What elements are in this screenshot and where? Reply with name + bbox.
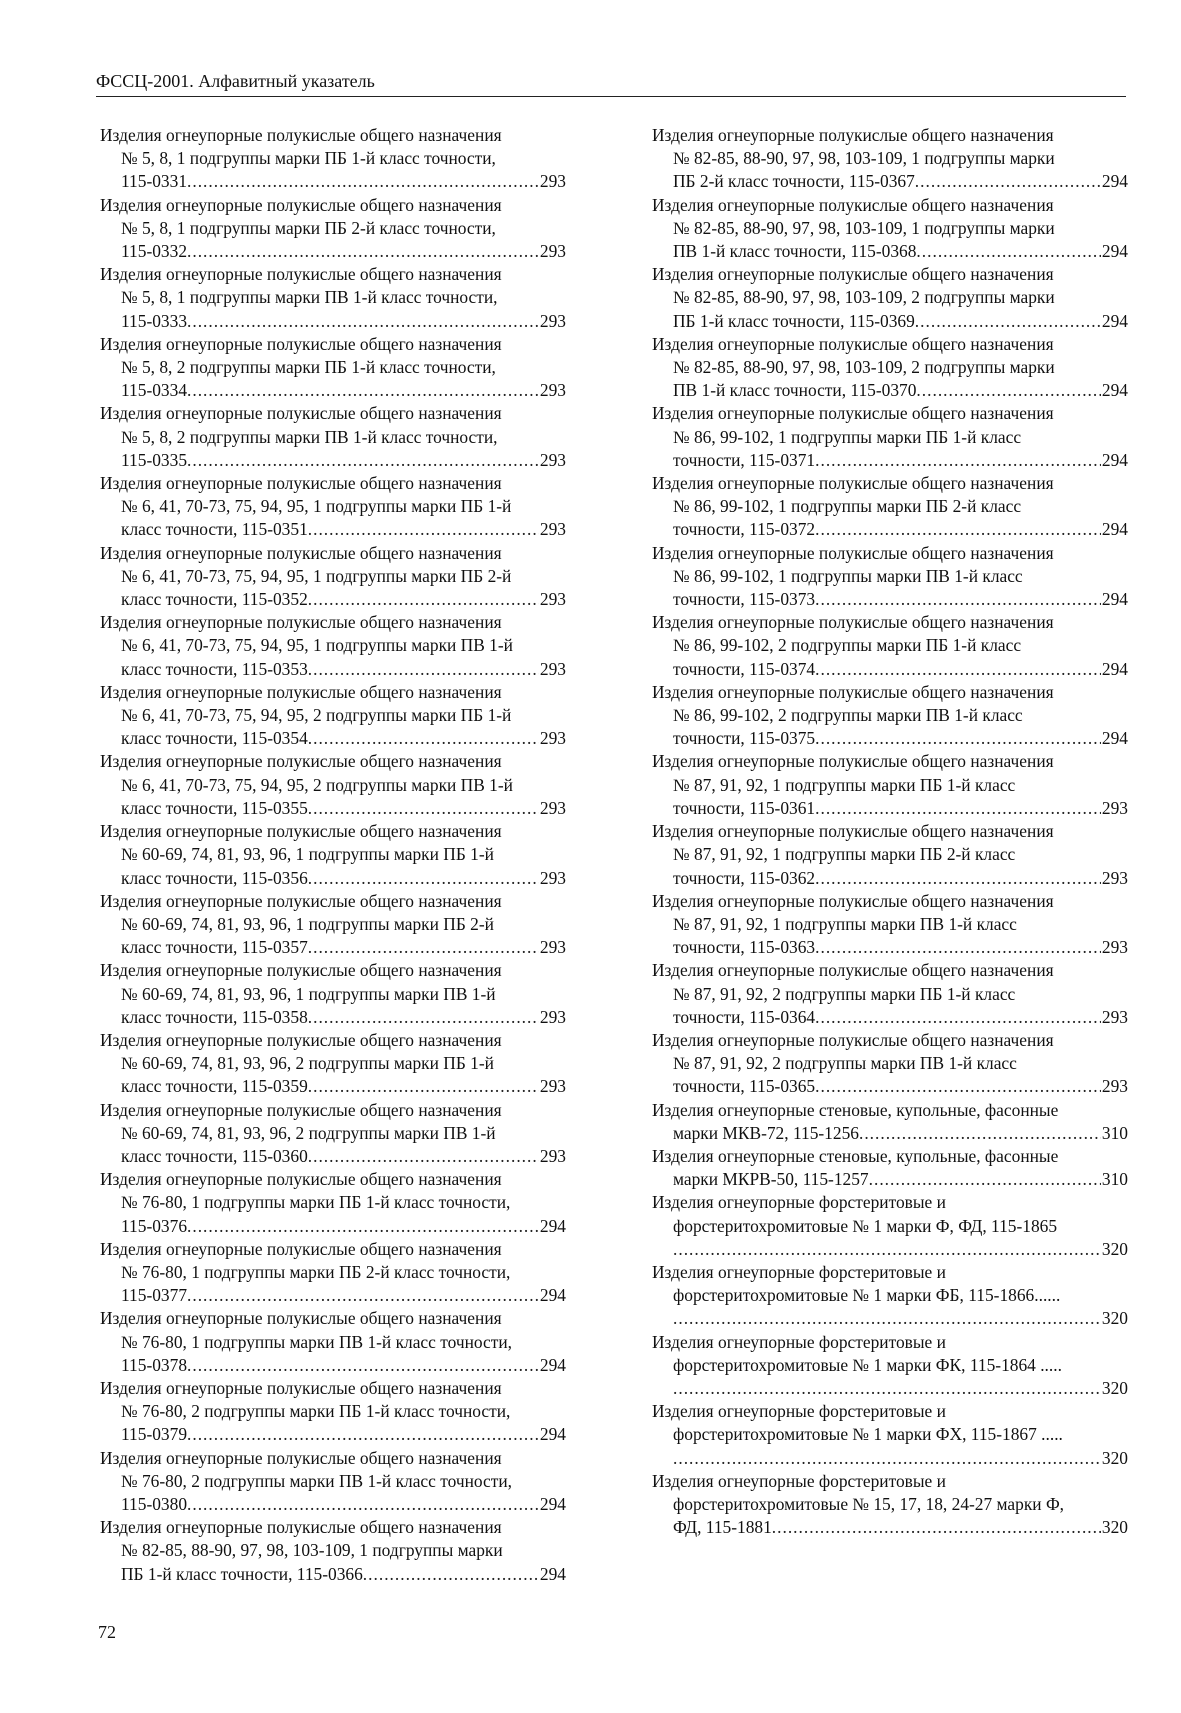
entry-leader-line [652, 1377, 1128, 1400]
entry-last-text: 115-0376 [121, 1215, 188, 1236]
entry-leader-line [100, 1145, 566, 1168]
entry-text-line: Изделия огнеупорные полукислые общего назначения [100, 1517, 502, 1538]
index-entry [100, 472, 566, 542]
entry-leader-line [100, 1284, 566, 1307]
entry-page-ref: 320 [1101, 1308, 1128, 1329]
dot-leader [308, 1145, 539, 1168]
entry-leader-line [100, 449, 566, 472]
entry-last-text: класс точности, 115-0356 [121, 867, 308, 888]
entry-last-text: 115-0335 [121, 449, 188, 470]
entry-text-line: форстеритохромитовые № 1 марки ФХ, 115-1867 ..... [673, 1424, 1063, 1445]
entry-text-line: Изделия огнеупорные полукислые общего назначения [652, 473, 1054, 494]
entry-last-text: точности, 115-0374 [673, 658, 816, 679]
entry-last-text: класс точности, 115-0360 [121, 1145, 308, 1166]
index-entry [652, 542, 1128, 612]
index-entry [652, 1331, 1128, 1401]
index-entry [652, 1145, 1128, 1191]
entry-page-ref: 293 [539, 1076, 566, 1097]
entry-page-ref: 293 [539, 449, 566, 470]
entry-leader-line [652, 379, 1128, 402]
index-entry [100, 1516, 566, 1586]
entry-last-text: 115-0378 [121, 1354, 188, 1375]
dot-leader [187, 379, 539, 402]
dot-leader [308, 588, 539, 611]
dot-leader [815, 1006, 1101, 1029]
index-entry [100, 402, 566, 472]
entry-text-line: Изделия огнеупорные полукислые общего назначения [100, 473, 502, 494]
entry-text-line: Изделия огнеупорные полукислые общего назначения [100, 125, 502, 145]
entry-page-ref: 293 [1101, 867, 1128, 888]
entry-page-ref: 293 [539, 380, 566, 401]
entry-text-line: № 76-80, 1 подгруппы марки ПБ 2-й класс точности, [121, 1261, 511, 1282]
entry-page-ref: 293 [539, 658, 566, 679]
index-entry [100, 1099, 566, 1169]
dot-leader [187, 310, 539, 333]
entry-text-line: № 86, 99-102, 1 подгруппы марки ПБ 1-й класс [673, 426, 1022, 447]
entry-leader-line [652, 1307, 1128, 1330]
index-column-left [100, 124, 566, 1586]
dot-leader [187, 1215, 539, 1238]
entry-text-line: № 6, 41, 70-73, 75, 94, 95, 1 подгруппы марки ПВ 1-й [121, 635, 513, 656]
index-entry [100, 1447, 566, 1517]
entry-text-line: № 76-80, 2 подгруппы марки ПВ 1-й класс точности, [121, 1470, 512, 1491]
dot-leader [869, 1168, 1101, 1191]
entry-text-line: Изделия огнеупорные полукислые общего назначения [652, 751, 1054, 772]
dot-leader [673, 1377, 1101, 1400]
index-entry [652, 472, 1128, 542]
entry-leader-line [652, 170, 1128, 193]
entry-leader-line [100, 1354, 566, 1377]
index-entry [100, 681, 566, 751]
dot-leader [815, 658, 1101, 681]
entry-text-line: Изделия огнеупорные стеновые, купольные, фасонные [652, 1099, 1059, 1120]
entry-text-line: Изделия огнеупорные полукислые общего назначения [652, 960, 1054, 981]
entry-last-text: точности, 115-0364 [673, 1006, 816, 1027]
entry-text-line: форстеритохромитовые № 1 марки ФК, 115-1864 ..... [673, 1354, 1062, 1375]
entry-leader-line [100, 867, 566, 890]
entry-page-ref: 320 [1101, 1377, 1128, 1398]
entry-text-line: № 86, 99-102, 2 подгруппы марки ПВ 1-й класс [673, 705, 1023, 726]
entry-text-line: Изделия огнеупорные полукислые общего назначения [100, 1377, 502, 1398]
dot-leader [915, 310, 1101, 333]
entry-last-text: ПБ 1-й класс точности, 115-0366 [121, 1563, 363, 1584]
entry-last-text: 115-0334 [121, 380, 188, 401]
index-entry [100, 611, 566, 681]
entry-text-line: № 82-85, 88-90, 97, 98, 103-109, 1 подгруппы марки [673, 148, 1055, 169]
index-entry [100, 1307, 566, 1377]
entry-last-text: класс точности, 115-0358 [121, 1006, 308, 1027]
entry-last-text: 115-0380 [121, 1493, 188, 1514]
entry-last-text: точности, 115-0375 [673, 728, 816, 749]
entry-page-ref: 293 [539, 728, 566, 749]
entry-page-ref: 310 [1101, 1122, 1128, 1143]
entry-page-ref: 320 [1101, 1517, 1128, 1538]
entry-page-ref: 294 [1101, 449, 1128, 470]
index-entry [652, 1261, 1128, 1331]
entry-text-line: Изделия огнеупорные форстеритовые и [652, 1192, 946, 1213]
dot-leader [815, 867, 1101, 890]
dot-leader [308, 867, 539, 890]
entry-text-line: № 6, 41, 70-73, 75, 94, 95, 1 подгруппы марки ПБ 2-й [121, 565, 512, 586]
entry-leader-line [652, 727, 1128, 750]
entry-text-line: № 5, 8, 2 подгруппы марки ПВ 1-й класс точности, [121, 426, 498, 447]
entry-last-text: 115-0333 [121, 310, 188, 331]
entry-last-text: точности, 115-0365 [673, 1076, 816, 1097]
dot-leader [916, 240, 1100, 263]
entry-page-ref: 294 [1101, 171, 1128, 192]
entry-text-line: Изделия огнеупорные форстеритовые и [652, 1470, 946, 1491]
entry-leader-line [652, 1168, 1128, 1191]
index-entry [652, 1470, 1128, 1540]
entry-text-line: № 6, 41, 70-73, 75, 94, 95, 1 подгруппы марки ПБ 1-й [121, 496, 512, 517]
index-entry [652, 890, 1128, 960]
entry-last-text: класс точности, 115-0359 [121, 1076, 308, 1097]
index-entry [100, 750, 566, 820]
entry-text-line: Изделия огнеупорные полукислые общего назначения [100, 1238, 502, 1259]
entry-page-ref: 294 [1101, 728, 1128, 749]
entry-leader-line [100, 936, 566, 959]
entry-last-text: ПБ 2-й класс точности, 115-0367 [673, 171, 915, 192]
entry-page-ref: 293 [539, 797, 566, 818]
entry-text-line: Изделия огнеупорные полукислые общего назначения [100, 890, 502, 911]
entry-text-line: Изделия огнеупорные полукислые общего назначения [100, 1308, 502, 1329]
entry-leader-line [652, 867, 1128, 890]
entry-page-ref: 294 [539, 1285, 566, 1306]
entry-last-text: точности, 115-0361 [673, 797, 816, 818]
entry-text-line: № 87, 91, 92, 2 подгруппы марки ПВ 1-й класс [673, 1053, 1017, 1074]
entry-text-line: № 60-69, 74, 81, 93, 96, 1 подгруппы марки ПБ 2-й [121, 913, 494, 934]
index-entry [652, 194, 1128, 264]
index-entry [100, 959, 566, 1029]
entry-last-text: класс точности, 115-0357 [121, 937, 308, 958]
index-entry [100, 194, 566, 264]
entry-text-line: № 87, 91, 92, 1 подгруппы марки ПБ 1-й класс [673, 774, 1016, 795]
entry-text-line: Изделия огнеупорные форстеритовые и [652, 1401, 946, 1422]
dot-leader [308, 658, 539, 681]
entry-text-line: № 82-85, 88-90, 97, 98, 103-109, 1 подгруппы марки [121, 1540, 503, 1561]
entry-page-ref: 293 [539, 937, 566, 958]
dot-leader [772, 1516, 1101, 1539]
entry-leader-line [652, 797, 1128, 820]
entry-text-line: Изделия огнеупорные полукислые общего назначения [652, 890, 1054, 911]
entry-text-line: Изделия огнеупорные полукислые общего назначения [652, 612, 1054, 633]
entry-text-line: № 5, 8, 1 подгруппы марки ПВ 1-й класс точности, [121, 287, 498, 308]
entry-text-line: № 82-85, 88-90, 97, 98, 103-109, 2 подгруппы марки [673, 357, 1055, 378]
entry-text-line: Изделия огнеупорные полукислые общего назначения [100, 333, 502, 354]
dot-leader [815, 1075, 1101, 1098]
dot-leader [815, 727, 1101, 750]
entry-page-ref: 320 [1101, 1238, 1128, 1259]
entry-text-line: № 86, 99-102, 1 подгруппы марки ПБ 2-й класс [673, 496, 1022, 517]
index-entry [652, 402, 1128, 472]
entry-text-line: № 86, 99-102, 2 подгруппы марки ПБ 1-й класс [673, 635, 1022, 656]
entry-page-ref: 294 [1101, 380, 1128, 401]
entry-leader-line [652, 1238, 1128, 1261]
entry-leader-line [652, 240, 1128, 263]
entry-leader-line [652, 936, 1128, 959]
entry-leader-line [100, 518, 566, 541]
entry-text-line: № 60-69, 74, 81, 93, 96, 1 подгруппы марки ПБ 1-й [121, 844, 494, 865]
dot-leader [308, 936, 539, 959]
index-entry [652, 611, 1128, 681]
index-entry [652, 959, 1128, 1029]
entry-leader-line [100, 1423, 566, 1446]
entry-text-line: Изделия огнеупорные полукислые общего назначения [652, 333, 1054, 354]
entry-text-line: Изделия огнеупорные полукислые общего назначения [100, 681, 502, 702]
entry-text-line: Изделия огнеупорные полукислые общего назначения [652, 542, 1054, 563]
entry-leader-line [100, 1563, 566, 1586]
entry-text-line: № 76-80, 1 подгруппы марки ПБ 1-й класс точности, [121, 1192, 511, 1213]
entry-page-ref: 294 [539, 1493, 566, 1514]
entry-text-line: Изделия огнеупорные полукислые общего назначения [100, 1169, 502, 1190]
dot-leader [187, 1284, 539, 1307]
entry-last-text: 115-0377 [121, 1285, 188, 1306]
dot-leader [915, 170, 1101, 193]
entry-text-line: форстеритохромитовые № 1 марки ФБ, 115-1866...... [673, 1285, 1061, 1306]
entry-page-ref: 294 [1101, 589, 1128, 610]
entry-leader-line [100, 658, 566, 681]
entry-text-line: Изделия огнеупорные стеновые, купольные, фасонные [652, 1145, 1059, 1166]
entry-page-ref: 293 [539, 589, 566, 610]
index-entry [652, 1400, 1128, 1470]
entry-text-line: № 60-69, 74, 81, 93, 96, 2 подгруппы марки ПБ 1-й [121, 1053, 494, 1074]
entry-last-text: точности, 115-0371 [673, 449, 816, 470]
entry-text-line: форстеритохромитовые № 15, 17, 18, 24-27 марки Ф, [673, 1493, 1065, 1514]
entry-page-ref: 294 [539, 1354, 566, 1375]
entry-text-line: № 60-69, 74, 81, 93, 96, 1 подгруппы марки ПВ 1-й [121, 983, 496, 1004]
entry-page-ref: 294 [539, 1215, 566, 1236]
entry-text-line: Изделия огнеупорные полукислые общего назначения [100, 194, 502, 215]
entry-last-text: класс точности, 115-0353 [121, 658, 308, 679]
index-entry [652, 820, 1128, 890]
entry-text-line: Изделия огнеупорные полукислые общего назначения [652, 125, 1054, 145]
entry-text-line: № 82-85, 88-90, 97, 98, 103-109, 2 подгруппы марки [673, 287, 1055, 308]
entry-page-ref: 294 [1101, 241, 1128, 262]
entry-text-line: Изделия огнеупорные полукислые общего назначения [100, 751, 502, 772]
entry-last-text: класс точности, 115-0355 [121, 797, 308, 818]
entry-page-ref: 293 [1101, 1076, 1128, 1097]
index-entry [100, 542, 566, 612]
entry-text-line: № 82-85, 88-90, 97, 98, 103-109, 1 подгруппы марки [673, 217, 1055, 238]
entry-last-text: ФД, 115-1881 [673, 1517, 772, 1538]
entry-last-text: ПБ 1-й класс точности, 115-0369 [673, 310, 915, 331]
dot-leader [815, 797, 1101, 820]
index-entry [100, 1377, 566, 1447]
entry-text-line: № 6, 41, 70-73, 75, 94, 95, 2 подгруппы марки ПВ 1-й [121, 774, 513, 795]
dot-leader [859, 1122, 1101, 1145]
entry-page-ref: 294 [539, 1424, 566, 1445]
entry-page-ref: 293 [539, 1145, 566, 1166]
entry-page-ref: 293 [539, 519, 566, 540]
entry-leader-line [652, 1516, 1128, 1539]
index-entry [652, 124, 1128, 194]
entry-last-text: ПВ 1-й класс точности, 115-0370 [673, 380, 917, 401]
entry-page-ref: 293 [539, 310, 566, 331]
entry-text-line: № 5, 8, 1 подгруппы марки ПБ 2-й класс точности, [121, 217, 496, 238]
header-title: ФССЦ-2001. Алфавитный указатель [96, 71, 375, 91]
dot-leader [187, 1354, 539, 1377]
entry-last-text: точности, 115-0373 [673, 589, 816, 610]
entry-last-text: класс точности, 115-0351 [121, 519, 308, 540]
dot-leader [187, 170, 539, 193]
entry-leader-line [100, 1215, 566, 1238]
entry-text-line: Изделия огнеупорные полукислые общего назначения [100, 542, 502, 563]
entry-page-ref: 293 [1101, 797, 1128, 818]
entry-leader-line [652, 449, 1128, 472]
entry-leader-line [652, 1122, 1128, 1145]
entry-last-text: класс точности, 115-0352 [121, 589, 308, 610]
entry-text-line: Изделия огнеупорные форстеритовые и [652, 1331, 946, 1352]
entry-text-line: Изделия огнеупорные полукислые общего назначения [100, 612, 502, 633]
dot-leader [673, 1447, 1101, 1470]
entry-leader-line [100, 379, 566, 402]
dot-leader [363, 1563, 539, 1586]
entry-text-line: № 87, 91, 92, 2 подгруппы марки ПБ 1-й класс [673, 983, 1016, 1004]
index-entry [100, 1238, 566, 1308]
index-entry [100, 1168, 566, 1238]
index-entry [652, 750, 1128, 820]
entry-leader-line [100, 727, 566, 750]
index-entry [100, 124, 566, 194]
entry-leader-line [652, 1075, 1128, 1098]
dot-leader [187, 1493, 539, 1516]
entry-last-text: 115-0331 [121, 171, 188, 192]
entry-text-line: Изделия огнеупорные полукислые общего назначения [100, 960, 502, 981]
entry-text-line: Изделия огнеупорные полукислые общего назначения [100, 1029, 502, 1050]
entry-last-text: точности, 115-0372 [673, 519, 816, 540]
dot-leader [308, 1006, 539, 1029]
entry-text-line: Изделия огнеупорные полукислые общего назначения [100, 821, 502, 842]
entry-page-ref: 294 [1101, 519, 1128, 540]
entry-text-line: № 5, 8, 2 подгруппы марки ПБ 1-й класс точности, [121, 357, 496, 378]
entry-leader-line [652, 1447, 1128, 1470]
entry-leader-line [652, 310, 1128, 333]
entry-text-line: Изделия огнеупорные полукислые общего назначения [100, 264, 502, 285]
index-entry [100, 1029, 566, 1099]
dot-leader [308, 797, 539, 820]
entry-text-line: № 60-69, 74, 81, 93, 96, 2 подгруппы марки ПВ 1-й [121, 1122, 496, 1143]
entry-page-ref: 294 [539, 1563, 566, 1584]
entry-text-line: Изделия огнеупорные полукислые общего назначения [100, 1447, 502, 1468]
entry-text-line: Изделия огнеупорные полукислые общего назначения [652, 403, 1054, 424]
entry-leader-line [652, 1006, 1128, 1029]
entry-text-line: форстеритохромитовые № 1 марки Ф, ФД, 115-1865 [673, 1215, 1058, 1236]
entry-last-text: марки МКРВ-50, 115-1257 [673, 1169, 869, 1190]
entry-text-line: № 5, 8, 1 подгруппы марки ПБ 1-й класс точности, [121, 148, 496, 169]
entry-text-line: Изделия огнеупорные полукислые общего назначения [652, 194, 1054, 215]
entry-text-line: № 87, 91, 92, 1 подгруппы марки ПБ 2-й класс [673, 844, 1016, 865]
dot-leader [187, 240, 539, 263]
dot-leader [187, 1423, 539, 1446]
dot-leader [308, 518, 539, 541]
entry-page-ref: 293 [539, 867, 566, 888]
entry-text-line: № 86, 99-102, 1 подгруппы марки ПВ 1-й класс [673, 565, 1023, 586]
index-column-right [652, 124, 1128, 1539]
entry-page-ref: 310 [1101, 1169, 1128, 1190]
page-number: 72 [98, 1622, 116, 1642]
dot-leader [673, 1238, 1101, 1261]
entry-last-text: марки МКВ-72, 115-1256 [673, 1122, 859, 1143]
index-entry [100, 820, 566, 890]
index-entry [100, 263, 566, 333]
running-header [96, 66, 1126, 97]
dot-leader [815, 449, 1101, 472]
index-entry [652, 1099, 1128, 1145]
entry-leader-line [100, 1075, 566, 1098]
entry-last-text: класс точности, 115-0354 [121, 728, 308, 749]
entry-leader-line [100, 1006, 566, 1029]
dot-leader [815, 936, 1101, 959]
entry-page-ref: 293 [1101, 1006, 1128, 1027]
dot-leader [815, 588, 1101, 611]
dot-leader [815, 518, 1101, 541]
entry-text-line: № 76-80, 1 подгруппы марки ПВ 1-й класс точности, [121, 1331, 512, 1352]
index-entry [652, 1191, 1128, 1261]
entry-text-line: Изделия огнеупорные полукислые общего назначения [652, 1029, 1054, 1050]
index-entry [100, 890, 566, 960]
entry-last-text: 115-0332 [121, 241, 188, 262]
entry-leader-line [100, 797, 566, 820]
entry-page-ref: 293 [539, 241, 566, 262]
entry-page-ref: 293 [1101, 937, 1128, 958]
dot-leader [187, 449, 539, 472]
dot-leader [308, 727, 539, 750]
entry-last-text: точности, 115-0363 [673, 937, 816, 958]
index-entry [652, 681, 1128, 751]
entry-text-line: Изделия огнеупорные полукислые общего назначения [652, 681, 1054, 702]
entry-leader-line [100, 1493, 566, 1516]
entry-leader-line [652, 518, 1128, 541]
entry-leader-line [100, 170, 566, 193]
entry-leader-line [652, 658, 1128, 681]
index-entry [100, 333, 566, 403]
entry-page-ref: 320 [1101, 1447, 1128, 1468]
entry-leader-line [100, 588, 566, 611]
dot-leader [308, 1075, 539, 1098]
dot-leader [673, 1307, 1101, 1330]
dot-leader [916, 379, 1100, 402]
entry-text-line: Изделия огнеупорные форстеритовые и [652, 1261, 946, 1282]
entry-text-line: № 6, 41, 70-73, 75, 94, 95, 2 подгруппы марки ПБ 1-й [121, 705, 512, 726]
entry-text-line: Изделия огнеупорные полукислые общего назначения [100, 403, 502, 424]
entry-leader-line [652, 588, 1128, 611]
entry-page-ref: 294 [1101, 658, 1128, 679]
entry-leader-line [100, 310, 566, 333]
entry-last-text: точности, 115-0362 [673, 867, 816, 888]
index-entry [652, 333, 1128, 403]
entry-leader-line [100, 240, 566, 263]
entry-page-ref: 294 [1101, 310, 1128, 331]
entry-last-text: ПВ 1-й класс точности, 115-0368 [673, 241, 917, 262]
index-entry [652, 263, 1128, 333]
entry-page-ref: 293 [539, 171, 566, 192]
entry-text-line: № 76-80, 2 подгруппы марки ПБ 1-й класс точности, [121, 1401, 511, 1422]
entry-text-line: № 87, 91, 92, 1 подгруппы марки ПВ 1-й класс [673, 913, 1017, 934]
entry-last-text: 115-0379 [121, 1424, 188, 1445]
entry-text-line: Изделия огнеупорные полукислые общего назначения [652, 264, 1054, 285]
entry-text-line: Изделия огнеупорные полукислые общего назначения [652, 821, 1054, 842]
entry-text-line: Изделия огнеупорные полукислые общего назначения [100, 1099, 502, 1120]
entry-page-ref: 293 [539, 1006, 566, 1027]
index-entry [652, 1029, 1128, 1099]
